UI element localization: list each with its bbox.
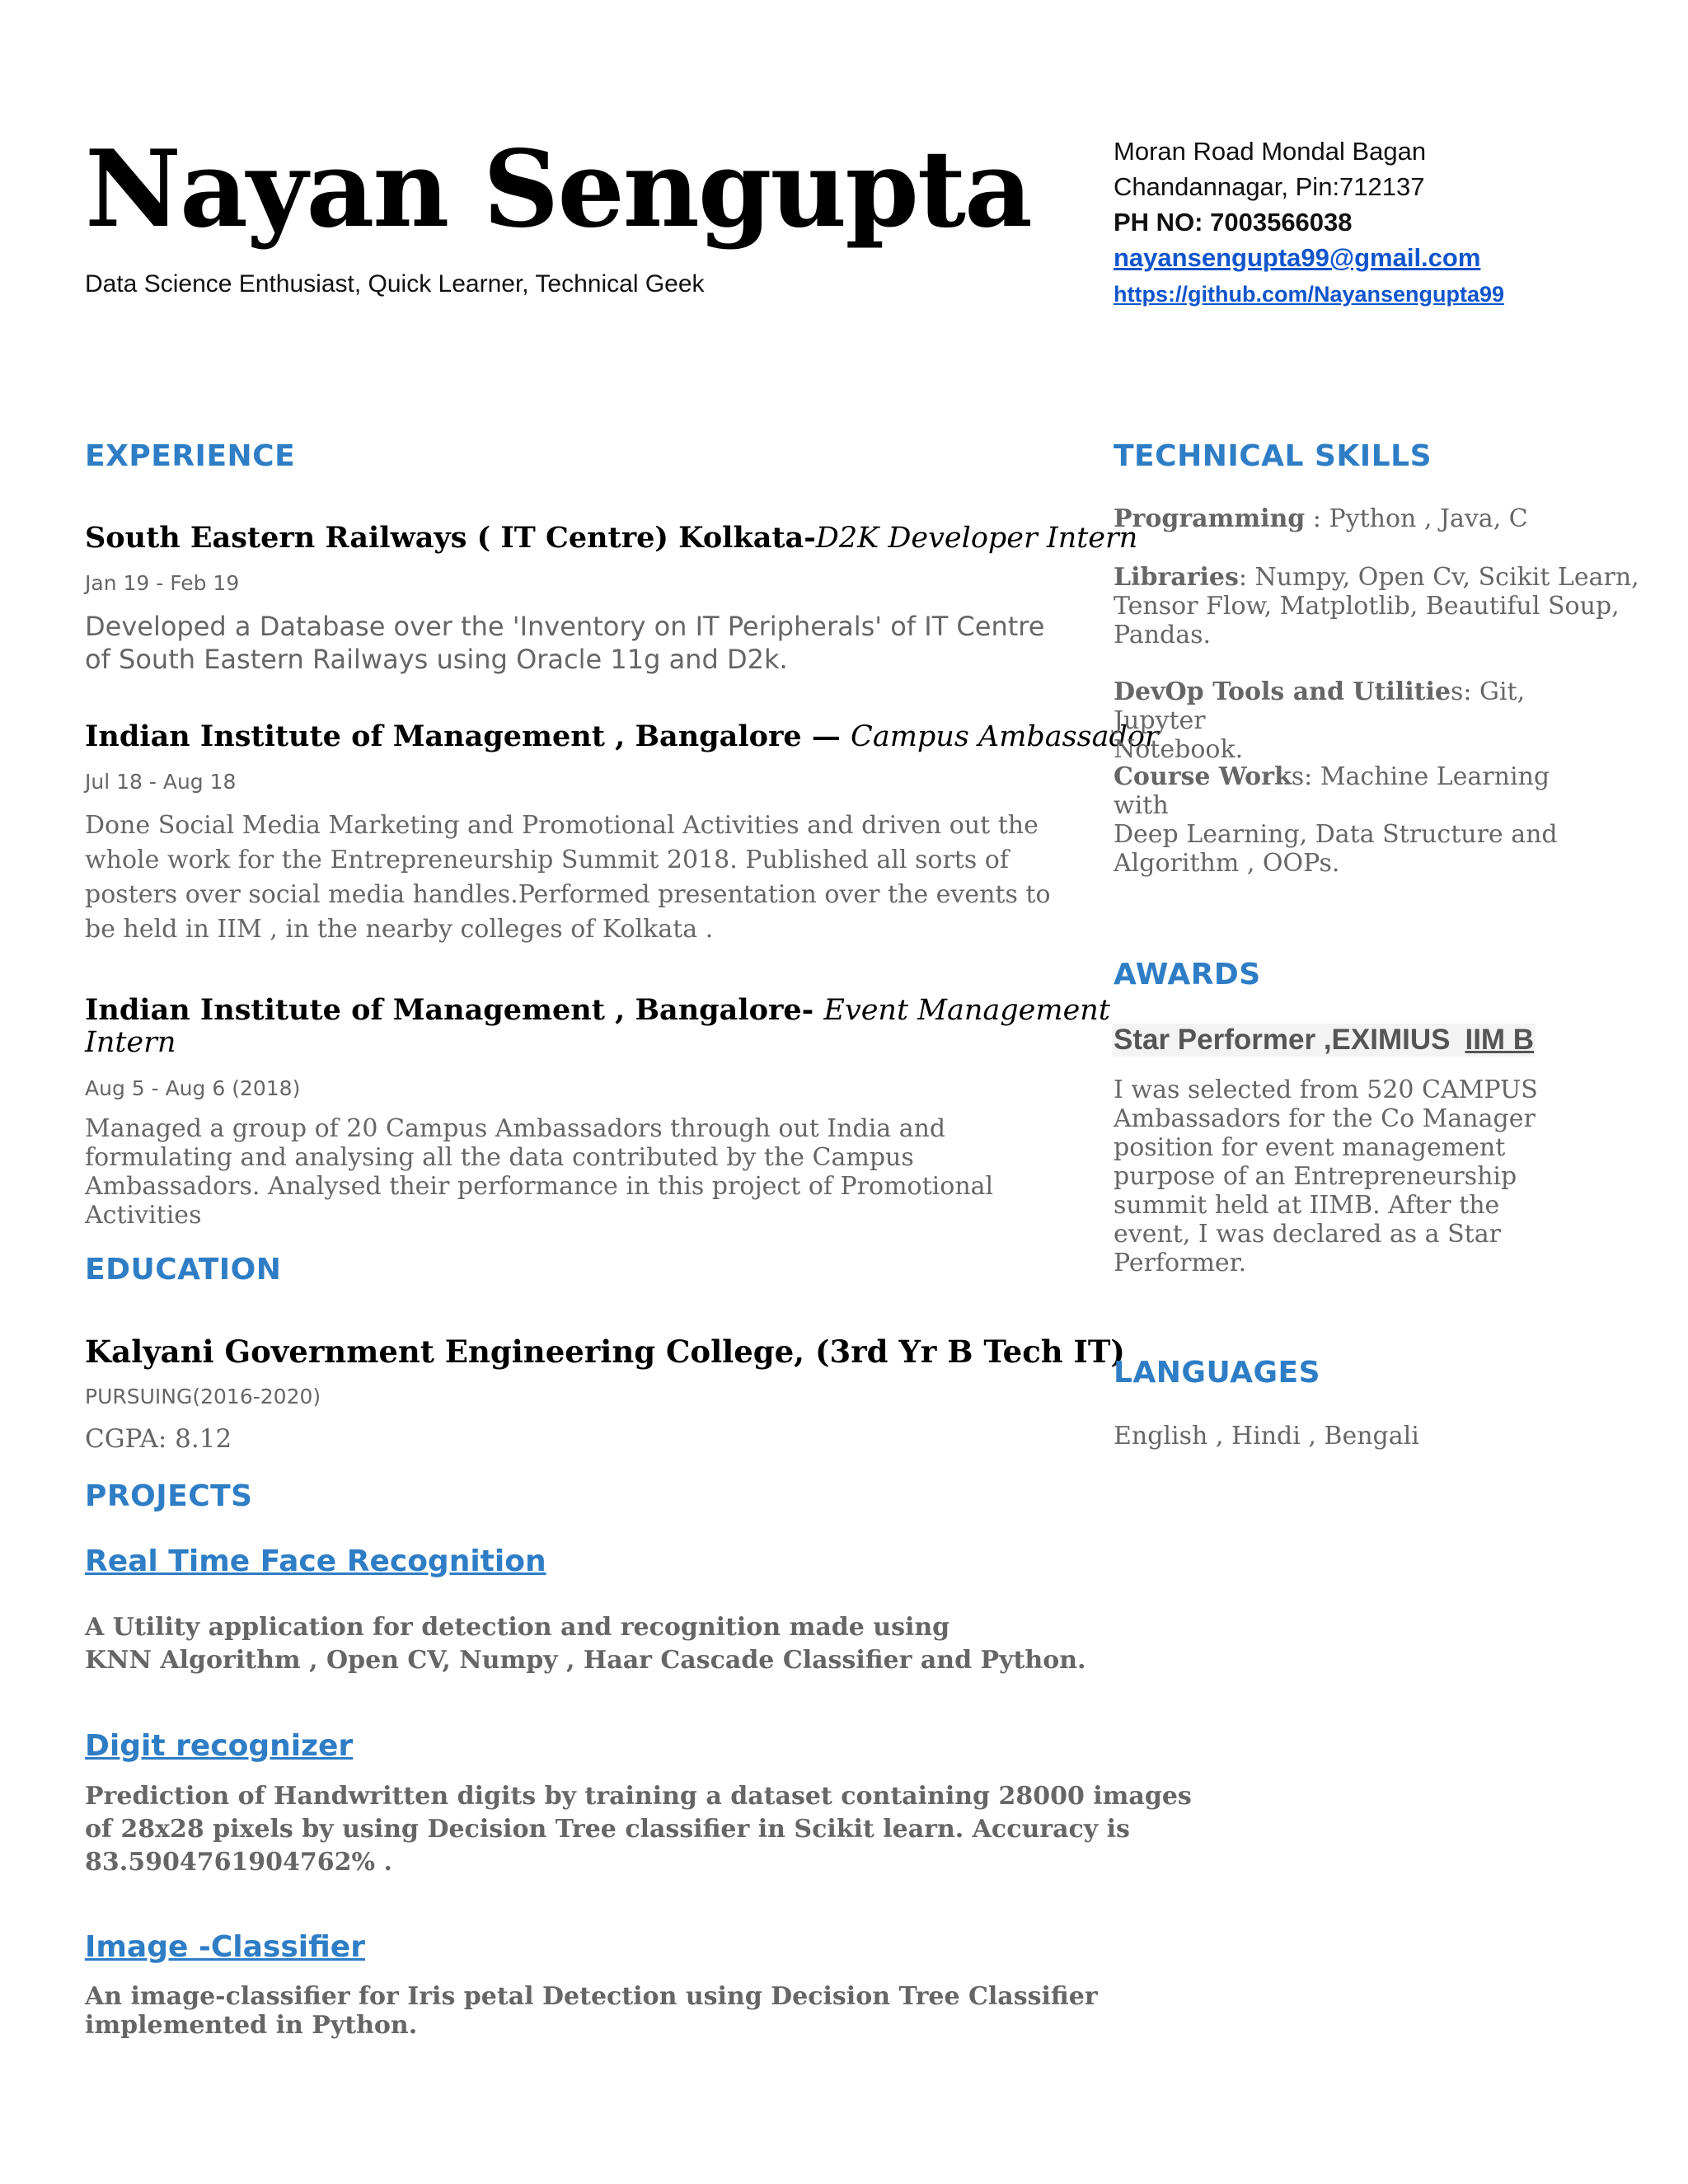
- project-desc-3: An image-classifier for Iris petal Detection using Decision Tree Classifier implemented in Python.: [85, 1982, 1098, 2040]
- cgpa: CGPA: 8.12: [85, 1424, 232, 1454]
- award-desc: I was selected from 520 CAMPUS Ambassadors for the Co Manager position for event management purpose of an Entrepreneurship summit held at IIMB. After the event, I was declared as a Star Performer.: [1114, 1076, 1538, 1277]
- experience-heading: EXPERIENCE: [85, 439, 296, 473]
- award-org: IIM B: [1465, 1024, 1535, 1056]
- skill-devops: DevOp Tools and Utilities: Git, Jupyter Notebook.: [1114, 677, 1526, 764]
- job-desc-2: Done Social Media Marketing and Promotional Activities and driven out the whole work for the Entrepreneurship Summit 2018. Published all sorts of posters over social media handles.Performed presentation over the events to be held in IIM , in the nearby colleges of Kolkata .: [85, 811, 1051, 944]
- job-date-2: Jul 18 - Aug 18: [85, 770, 237, 794]
- tagline: Data Science Enthusiast, Quick Learner, Technical Geek: [85, 270, 705, 298]
- address-line-1: Moran Road Mondal Bagan: [1114, 137, 1427, 166]
- job-desc-1: Developed a Database over the 'Inventory on IT Peripherals' of IT Centre of South Eastern Railways using Oracle 11g and D2k.: [85, 611, 1045, 675]
- languages-list: English , Hindi , Bengali: [1114, 1422, 1419, 1451]
- education-heading: EDUCATION: [85, 1253, 282, 1286]
- contact-block: [1114, 134, 1504, 312]
- candidate-name: Nayan Sengupta: [85, 128, 1031, 251]
- award-title: Star Performer ,EXIMIUS IIM B: [1114, 1024, 1535, 1056]
- school-name: Kalyani Government Engineering College, (3rd Yr B Tech IT): [85, 1333, 1125, 1370]
- skill-libraries: Libraries: Numpy, Open Cv, Scikit Learn, Tensor Flow, Matplotlib, Beautiful Soup, Pandas.: [1114, 563, 1639, 649]
- projects-heading: PROJECTS: [85, 1479, 253, 1513]
- awards-heading: AWARDS: [1114, 958, 1261, 991]
- job-title-3: Indian Institute of Management , Bangalore- Event Management: [85, 993, 1110, 1027]
- project-link-digit-recognizer[interactable]: Digit recognizer: [85, 1729, 354, 1763]
- job-title-2: Indian Institute of Management , Bangalore — Campus Ambassador: [85, 719, 1159, 753]
- skills-heading: TECHNICAL SKILLS: [1114, 439, 1432, 473]
- skill-coursework: Course Works: Machine Learning with Deep Learning, Data Structure and Algorithm , OOPs.: [1114, 762, 1558, 878]
- education-status: PURSUING(2016-2020): [85, 1385, 321, 1408]
- address-line-2: Chandannagar, Pin:712137: [1114, 172, 1425, 201]
- job-title-3-cont: Intern: [85, 1026, 176, 1059]
- project-desc-2: Prediction of Handwritten digits by training a dataset containing 28000 images of 28x28 pixels by using Decision Tree classifier in Scikit learn. Accuracy is 83.5904761904762% .: [85, 1782, 1192, 1877]
- project-link-image-classifier[interactable]: Image -Classifier: [85, 1930, 365, 1964]
- project-link-face-recognition[interactable]: Real Time Face Recognition: [85, 1544, 546, 1578]
- skill-programming: Programming : Python , Java, C: [1114, 504, 1528, 533]
- languages-heading: LANGUAGES: [1114, 1356, 1321, 1390]
- phone-number: PH NO: 7003566038: [1114, 208, 1353, 237]
- job-desc-3: Managed a group of 20 Campus Ambassadors through out India and formulating and analysing all the data contributed by the Campus Ambassadors. Analysed their performance in this project of Promotional Activities: [85, 1114, 994, 1230]
- job-date-3: Aug 5 - Aug 6 (2018): [85, 1076, 301, 1100]
- job-date-1: Jan 19 - Feb 19: [85, 571, 240, 595]
- email-link[interactable]: nayansengupta99@gmail.com: [1114, 243, 1481, 272]
- project-desc-1: A Utility application for detection and recognition made using KNN Algorithm , Open CV, Numpy , Haar Cascade Classifier and Python.: [85, 1613, 1086, 1675]
- job-title-1: South Eastern Railways ( IT Centre) Kolkata-D2K Developer Intern: [85, 521, 1138, 555]
- github-link[interactable]: https://github.com/Nayansengupta99: [1114, 282, 1505, 307]
